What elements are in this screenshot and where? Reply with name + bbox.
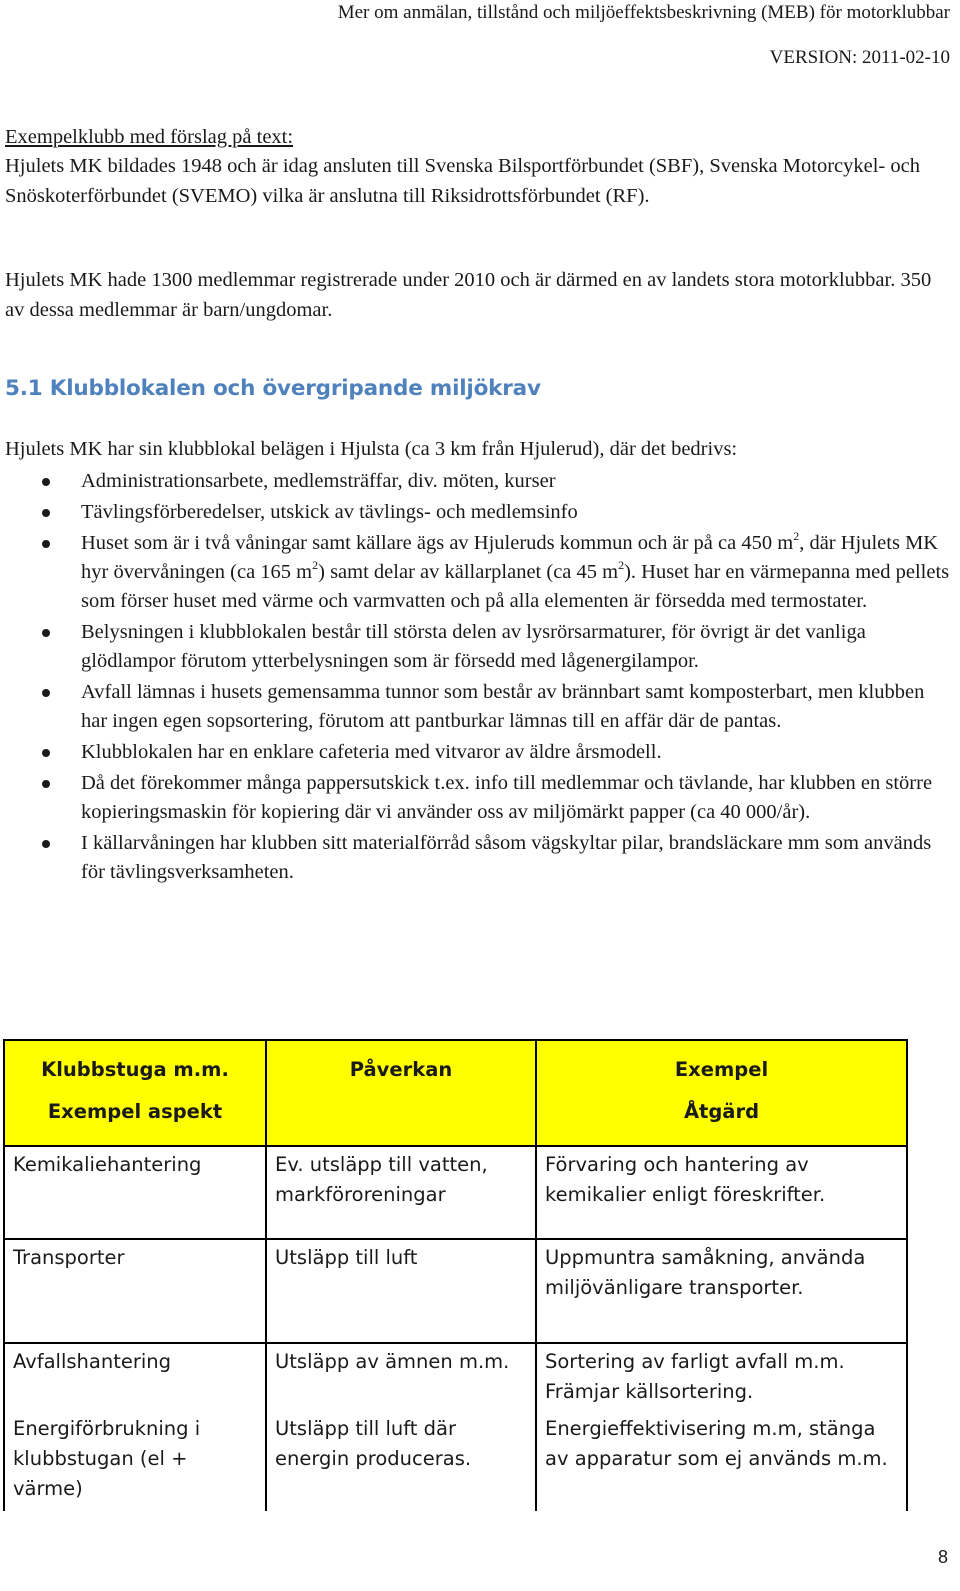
bullet-icon [42,689,50,697]
bullet-icon [42,780,50,788]
table-cell-aspect: Avfallshantering [4,1343,266,1411]
table-cell-aspect: Energiförbrukning i klubbstugan (el + värme) [4,1411,266,1511]
table-cell-measure: Uppmuntra samåkning, använda miljövänligare transporter. [536,1239,907,1343]
list-item: Avfall lämnas i husets gemensamma tunnor som består av brännbart samt komposterbart, men klubben har ingen egen sopsortering, förutom att pantburkar lämnas till en affär där de pantas. [0,678,955,736]
table-header-row [4,1040,907,1146]
list-item: Tävlingsförberedelser, utskick av tävlings- och medlemsinfo [0,498,955,527]
list-item: Klubblokalen har en enklare cafeteria med vitvaror av äldre årsmodell. [0,738,955,767]
table-cell-impact: Utsläpp av ämnen m.m. [266,1343,536,1411]
list-item-house: Huset som är i två våningar samt källare ägs av Hjuleruds kommun och är på ca 450 $m^2$, där Hjulets MK hyr övervåningen (ca 165 $m^2$) samt delar av källarplanet (ca 45 $m^2$). Huset har en värmepanna med pellets som förser huset med värme och varmvatten och på alla elementen är försedda med termostater. [0,529,955,616]
example-club-label: Exempelklubb med förslag på text: [5,126,294,148]
bullet-icon [42,840,50,848]
environmental-aspects-table [3,1039,908,1511]
table-row [4,1411,907,1511]
table-row [4,1146,907,1239]
section-heading: 5.1 Klubblokalen och övergripande miljökrav [5,376,541,401]
activity-bullet-list [0,467,955,889]
header-measure: Exempel Åtgärd [536,1040,907,1146]
list-item: Administrationsarbete, medlemsträffar, div. möten, kurser [0,467,955,496]
list-item: Belysningen i klubblokalen består till största delen av lysrörsarmaturer, för övrigt är det vanliga glödlampor förutom ytterbelysningen som är försedd med lågenergilampor. [0,618,955,676]
bullet-icon [42,749,50,757]
bullet-icon [42,509,50,517]
intro-paragraph-2: Hjulets MK hade 1300 medlemmar registrerade under 2010 och är därmed en av landets stora motorklubbar. 350 av dessa medlemmar är barn/ungdomar. [5,269,932,321]
list-item: I källarvåningen har klubben sitt materialförråd såsom vägskyltar pilar, brandsläckare mm som används för tävlingsverksamheten. [0,829,955,887]
intro-paragraph-1: Hjulets MK bildades 1948 och är idag ansluten till Svenska Bilsportförbundet (SBF), Svenska Motorcykel- och Snöskoterförbundet (SVEMO) vilka är anslutna till Riksidrottsförbundet (RF). [5,155,920,207]
table-row [4,1343,907,1411]
table-cell-aspect: Transporter [4,1239,266,1343]
list-item: Då det förekommer många pappersutskick t.ex. info till medlemmar och tävlande, har klubben en större kopieringsmaskin för kopiering där vi använder oss av miljömärkt papper (ca 40 000/år). [0,769,955,827]
bullet-icon [42,478,50,486]
table-cell-impact: Ev. utsläpp till vatten, markföroreningar [266,1146,536,1239]
table-cell-impact: Utsläpp till luft [266,1239,536,1343]
running-header-title: Mer om anmälan, tillstånd och miljöeffektsbeskrivning (MEB) för motorklubbar [337,2,950,23]
page-number: 8 [937,1547,948,1567]
table-cell-measure: Förvaring och hantering av kemikalier enligt föreskrifter. [536,1146,907,1239]
bullet-icon [42,629,50,637]
header-aspect: Klubbstuga m.m. Exempel aspekt [4,1040,266,1146]
table-cell-measure: Sortering av farligt avfall m.m. Främjar källsortering. [536,1343,907,1411]
table-cell-impact: Utsläpp till luft där energin produceras. [266,1411,536,1511]
running-header-version: VERSION: 2011-02-10 [769,47,950,68]
bullet-icon [42,540,50,548]
header-impact: Påverkan [266,1040,536,1146]
table-cell-aspect: Kemikaliehantering [4,1146,266,1239]
section-lead: Hjulets MK har sin klubblokal belägen i Hjulsta (ca 3 km från Hjulerud), där det bedrivs: [5,438,738,460]
table-cell-measure: Energieffektivisering m.m, stänga av apparatur som ej används m.m. [536,1411,907,1511]
table-row [4,1239,907,1343]
